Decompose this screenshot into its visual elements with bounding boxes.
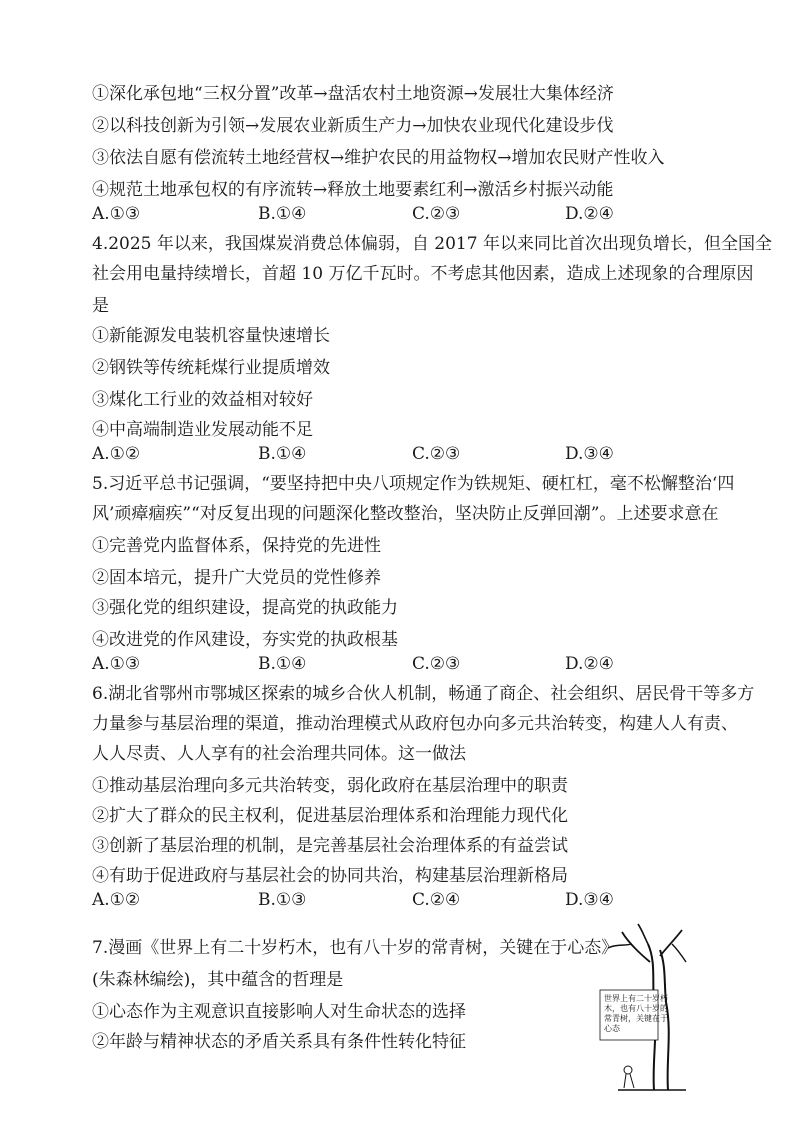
q6-option-b: B.①③ <box>258 890 307 910</box>
q3-item-2: ②以科技创新为引领→发展农业新质生产力→加快农业现代化建设步伐 <box>92 116 614 136</box>
q4-option-d: D.③④ <box>565 444 614 464</box>
q4-stem-line-1: 4.2025 年以来，我国煤炭消费总体偏弱，自 2017 年以来同比首次出现负增长，但全国全 <box>92 234 772 254</box>
q6-item-4: ④有助于促进政府与基层社会的协同共治，构建基层治理新格局 <box>92 866 568 886</box>
q3-option-d: D.②④ <box>565 204 614 224</box>
q6-option-d: D.③④ <box>565 890 614 910</box>
q5-item-4: ④改进党的作风建设，夯实党的执政根基 <box>92 630 398 650</box>
q6-stem-line-1: 6.湖北省鄂州市鄂城区探索的城乡合伙人机制，畅通了商企、社会组织、居民骨干等多方 <box>92 684 755 704</box>
q3-item-3: ③依法自愿有偿流转土地经营权→维护农民的用益物权→增加农民财产性收入 <box>92 148 665 168</box>
q4-item-3: ③煤化工行业的效益相对较好 <box>92 390 313 410</box>
q6-option-a: A.①② <box>92 890 141 910</box>
q6-item-2: ②扩大了群众的民主权利，促进基层治理体系和治理能力现代化 <box>92 806 568 826</box>
q4-item-1: ①新能源发电装机容量快速增长 <box>92 326 330 346</box>
q5-item-1: ①完善党内监督体系，保持党的先进性 <box>92 536 381 556</box>
q6-item-1: ①推动基层治理向多元共治转变，弱化政府在基层治理中的职责 <box>92 776 568 796</box>
q5-stem-line-2: 风’顽瘴痼疾”“对反复出现的问题深化整改整治，坚决防止反弹回潮”。上述要求意在 <box>92 504 719 524</box>
q6-option-c: C.②④ <box>412 890 461 910</box>
q3-item-1: ①深化承包地“三权分置”改革→盘活农村土地资源→发展壮大集体经济 <box>92 84 614 104</box>
q5-option-d: D.②④ <box>565 654 614 674</box>
q5-stem-line-1: 5.习近平总书记强调，“要坚持把中央八项规定作为铁规矩、硬杠杠，毫不松懈整治‘四 <box>92 474 735 494</box>
q6-item-3: ③创新了基层治理的机制，是完善基层社会治理体系的有益尝试 <box>92 836 568 856</box>
q5-option-b: B.①④ <box>258 654 307 674</box>
q7-item-1: ①心态作为主观意识直接影响人对生命状态的选择 <box>92 1002 466 1022</box>
q5-option-a: A.①③ <box>92 654 141 674</box>
q6-stem-line-2: 力量参与基层治理的渠道，推动治理模式从政府包办向多元共治转变，构建人人有责、 <box>92 714 738 734</box>
q7-stem-line-1: 7.漫画《世界上有二十岁朽木，也有八十岁的常青树，关键在于心态》 <box>92 938 619 958</box>
q6-stem-line-3: 人人尽责、人人享有的社会治理共同体。这一做法 <box>92 744 466 764</box>
q5-item-2: ②固本培元，提升广大党员的党性修养 <box>92 568 381 588</box>
q4-option-b: B.①④ <box>258 444 307 464</box>
q5-item-3: ③强化党的组织建设，提高党的执政能力 <box>92 598 398 618</box>
q4-item-4: ④中高端制造业发展动能不足 <box>92 420 313 440</box>
q3-option-a: A.①③ <box>92 204 141 224</box>
q4-option-a: A.①② <box>92 444 141 464</box>
q4-option-c: C.②③ <box>412 444 461 464</box>
q4-stem-line-2: 社会用电量持续增长，首超 10 万亿千瓦时。不考虑其他因素，造成上述现象的合理原因 <box>92 264 754 284</box>
q7-item-2: ②年龄与精神状态的矛盾关系具有条件性转化特征 <box>92 1032 466 1052</box>
q5-option-c: C.②③ <box>412 654 461 674</box>
q3-item-4: ④规范土地承包权的有序流转→释放土地要素红利→激活乡村振兴动能 <box>92 180 614 200</box>
q3-option-b: B.①④ <box>258 204 307 224</box>
q4-stem-line-3: 是 <box>92 296 109 316</box>
q7-stem-line-2: (朱森林编绘)，其中蕴含的哲理是 <box>92 970 344 990</box>
q4-item-2: ②钢铁等传统耗煤行业提质增效 <box>92 358 330 378</box>
q3-option-c: C.②③ <box>412 204 461 224</box>
cartoon-caption: 世界上有二十岁朽木，也有八十岁的常青树，关键在于心态 <box>604 994 668 1033</box>
